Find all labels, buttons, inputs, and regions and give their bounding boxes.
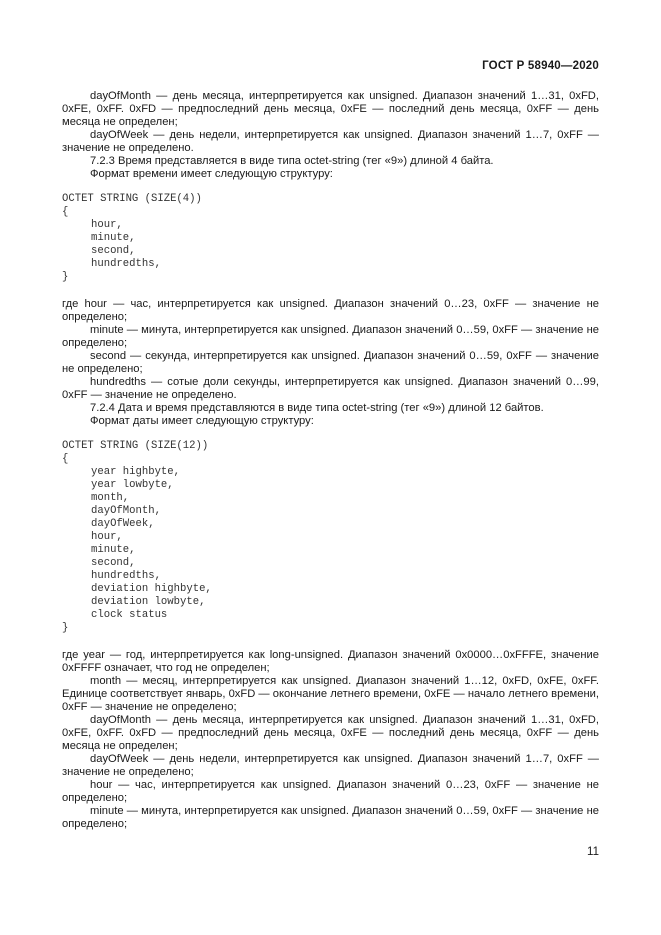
code-line: hundredths, [91, 258, 161, 270]
paragraph-minute: minute — минута, интерпретируется как unsigned. Диапазон значений 0…59, 0xFF — значение не определено; [62, 324, 599, 349]
paragraph-year: где year — год, интерпретируется как long-unsigned. Диапазон значений 0x0000…0xFFFE, значение 0xFFFF означает, что год не определен; [62, 649, 599, 674]
code-line: clock status [91, 609, 168, 621]
standard-header: ГОСТ Р 58940—2020 [482, 60, 599, 72]
paragraph-hour: где hour — час, интерпретируется как unsigned. Диапазон значений 0…23, 0xFF — значение не определено; [62, 298, 599, 323]
code-line: { [62, 453, 69, 465]
paragraph-day-of-week-2: dayOfWeek — день недели, интерпретируется как unsigned. Диапазон значений 1…7, 0xFF — значение не определено; [62, 753, 599, 778]
paragraph-hour-2: hour — час, интерпретируется как unsigned. Диапазон значений 0…23, 0xFF — значение не определено; [62, 779, 599, 804]
code-line: hundredths, [91, 570, 161, 582]
date-format-intro: Формат даты имеет следующую структуру: [90, 415, 314, 427]
paragraph-month: month — месяц, интерпретируется как unsigned. Диапазон значений 1…12, 0xFD, 0xFE, 0xFF. Единице соответствует январь, 0xFD — окончание летнего времени, 0xFE — начало летнего времени, 0xFF — значение не определено; [62, 675, 599, 713]
code-line: OCTET STRING (SIZE(4)) [62, 193, 202, 205]
document-body [62, 90, 599, 831]
paragraph-minute-2: minute — минута, интерпретируется как unsigned. Диапазон значений 0…59, 0xFF — значение не определено; [62, 805, 599, 830]
code-line: deviation highbyte, [91, 583, 212, 595]
code-line: second, [91, 245, 136, 257]
code-line: hour, [91, 531, 123, 543]
code-block-time [62, 193, 599, 284]
paragraph-day-of-month-2: dayOfMonth — день месяца, интерпретируется как unsigned. Диапазон значений 1…31, 0xFD, 0xFE, 0xFF. 0xFD — предпоследний день месяца, 0xFE — последний день месяца, 0xFF — день месяца не определен; [62, 714, 599, 752]
code-line: hour, [91, 219, 123, 231]
code-line: minute, [91, 544, 136, 556]
code-block-datetime [62, 440, 599, 635]
code-line: month, [91, 492, 130, 504]
code-line: year lowbyte, [91, 479, 174, 491]
page-number: 11 [587, 846, 599, 858]
code-line: { [62, 206, 69, 218]
code-line: dayOfWeek, [91, 518, 155, 530]
time-format-intro: Формат времени имеет следующую структуру: [90, 168, 333, 180]
code-line: } [62, 622, 69, 634]
code-line: } [62, 271, 69, 283]
paragraph-day-of-week: dayOfWeek — день недели, интерпретируется как unsigned. Диапазон значений 1…7, 0xFF — значение не определено. [62, 129, 599, 154]
code-line: OCTET STRING (SIZE(12)) [62, 440, 209, 452]
clause-7-2-4: 7.2.4 Дата и время представляются в виде типа octet-string (тег «9») длиной 12 байтов. [90, 402, 544, 414]
code-line: deviation lowbyte, [91, 596, 206, 608]
clause-7-2-3: 7.2.3 Время представляется в виде типа octet-string (тег «9») длиной 4 байта. [90, 155, 494, 167]
paragraph-hundredths: hundredths — сотые доли секунды, интерпретируется как unsigned. Диапазон значений 0…99, 0xFF — значение не определено. [62, 376, 599, 401]
code-line: minute, [91, 232, 136, 244]
code-line: second, [91, 557, 136, 569]
paragraph-day-of-month: dayOfMonth — день месяца, интерпретируется как unsigned. Диапазон значений 1…31, 0xFD, 0xFE, 0xFF. 0xFD — предпоследний день месяца, 0xFE — последний день месяца, 0xFF — день месяца не определен; [62, 90, 599, 128]
code-line: dayOfMonth, [91, 505, 161, 517]
code-line: year highbyte, [91, 466, 181, 478]
paragraph-second: second — секунда, интерпретируется как unsigned. Диапазон значений 0…59, 0xFF — значение не определено; [62, 350, 599, 375]
